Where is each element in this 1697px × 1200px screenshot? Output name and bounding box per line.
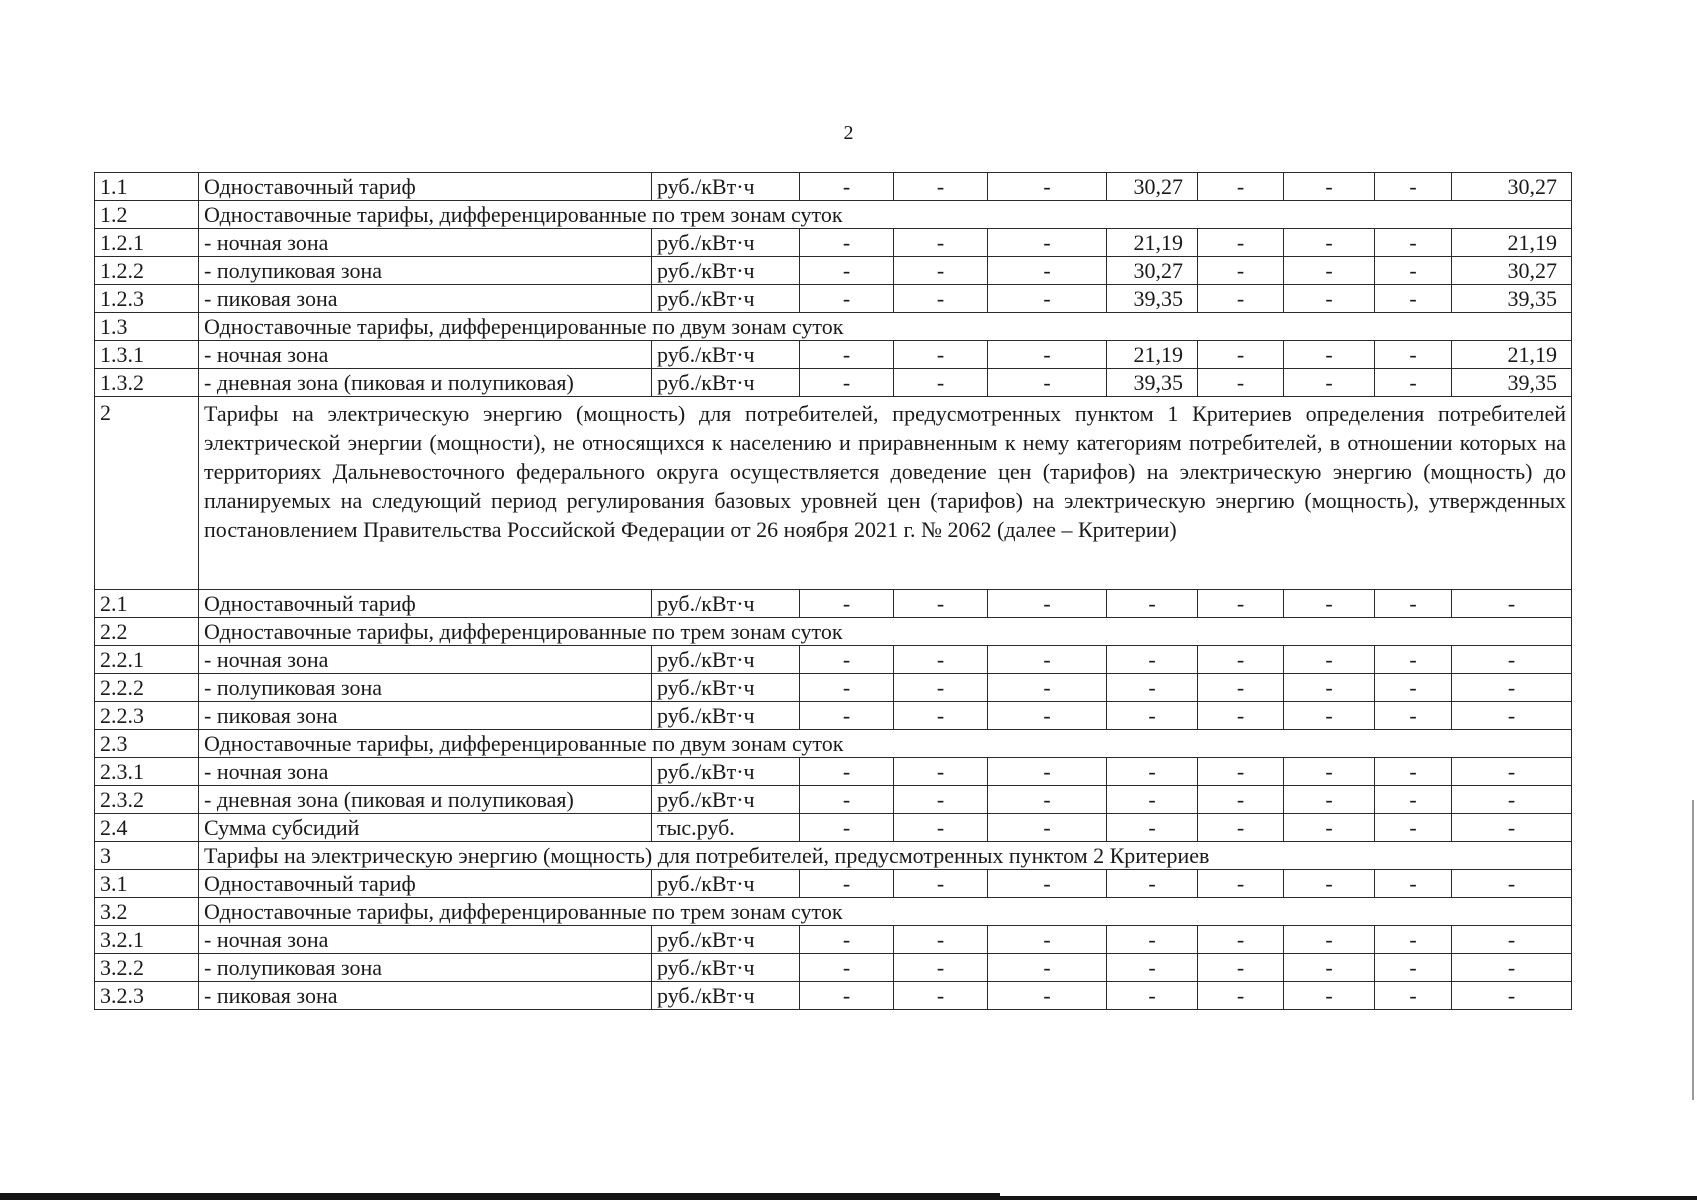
value-cell: 30,27 xyxy=(1452,257,1572,285)
row-code: 2.2.3 xyxy=(95,702,199,730)
value-cell: - xyxy=(894,814,988,842)
row-unit: руб./кВт·ч xyxy=(652,229,800,257)
row-code: 1.2 xyxy=(95,201,199,229)
row-unit: руб./кВт·ч xyxy=(652,758,800,786)
value-cell: - xyxy=(800,646,894,674)
row-label: - ночная зона xyxy=(199,926,652,954)
row-unit: руб./кВт·ч xyxy=(652,674,800,702)
table-row xyxy=(95,702,1572,730)
row-code: 1.1 xyxy=(95,173,199,201)
value-cell: - xyxy=(988,173,1107,201)
row-unit: руб./кВт·ч xyxy=(652,646,800,674)
row-code: 2.3 xyxy=(95,730,199,758)
value-cell: - xyxy=(1375,702,1452,730)
value-cell: - xyxy=(988,646,1107,674)
value-cell: - xyxy=(894,285,988,313)
table-row xyxy=(95,786,1572,814)
value-cell: - xyxy=(1284,285,1375,313)
table-row xyxy=(95,758,1572,786)
row-code: 3 xyxy=(95,842,199,870)
row-label: - дневная зона (пиковая и полупиковая) xyxy=(199,369,652,397)
row-unit: руб./кВт·ч xyxy=(652,702,800,730)
row-unit: руб./кВт·ч xyxy=(652,786,800,814)
value-cell: - xyxy=(1107,786,1198,814)
value-cell: 30,27 xyxy=(1107,257,1198,285)
value-cell: - xyxy=(1452,814,1572,842)
value-cell: - xyxy=(1284,982,1375,1010)
row-code: 1.3.1 xyxy=(95,341,199,369)
value-cell: - xyxy=(1198,674,1284,702)
value-cell: - xyxy=(1107,646,1198,674)
page-number: 2 xyxy=(843,122,854,144)
table-row xyxy=(95,926,1572,954)
value-cell: - xyxy=(800,758,894,786)
value-cell: - xyxy=(800,786,894,814)
row-code: 2.3.1 xyxy=(95,758,199,786)
value-cell: - xyxy=(1284,870,1375,898)
row-label: - ночная зона xyxy=(199,229,652,257)
value-cell: 30,27 xyxy=(1107,173,1198,201)
value-cell: - xyxy=(800,285,894,313)
value-cell: - xyxy=(800,702,894,730)
value-cell: - xyxy=(988,982,1107,1010)
value-cell: - xyxy=(1375,674,1452,702)
value-cell: - xyxy=(1452,926,1572,954)
row-label: Сумма субсидий xyxy=(199,814,652,842)
scan-edge-mark xyxy=(1692,800,1694,1100)
value-cell: - xyxy=(988,702,1107,730)
table-row xyxy=(95,898,1572,926)
value-cell: - xyxy=(988,926,1107,954)
value-cell: 39,35 xyxy=(1107,285,1198,313)
value-cell: - xyxy=(1107,926,1198,954)
table-row xyxy=(95,870,1572,898)
value-cell: - xyxy=(1198,814,1284,842)
table-row xyxy=(95,173,1572,201)
row-code: 3.2 xyxy=(95,898,199,926)
row-unit: руб./кВт·ч xyxy=(652,369,800,397)
value-cell: - xyxy=(1284,646,1375,674)
row-label: - полупиковая зона xyxy=(199,674,652,702)
row-unit: руб./кВт·ч xyxy=(652,257,800,285)
value-cell: - xyxy=(1375,926,1452,954)
value-cell: - xyxy=(1198,285,1284,313)
value-cell: - xyxy=(1284,954,1375,982)
row-code: 2.2 xyxy=(95,618,199,646)
value-cell: - xyxy=(800,369,894,397)
row-unit: тыс.руб. xyxy=(652,814,800,842)
value-cell: - xyxy=(894,341,988,369)
row-code: 3.2.3 xyxy=(95,982,199,1010)
scan-bottom-edge-right xyxy=(1000,1196,1697,1200)
value-cell: 21,19 xyxy=(1452,229,1572,257)
value-cell: 39,35 xyxy=(1452,369,1572,397)
value-cell: - xyxy=(1198,982,1284,1010)
row-code: 1.2.3 xyxy=(95,285,199,313)
value-cell: - xyxy=(1452,786,1572,814)
row-unit: руб./кВт·ч xyxy=(652,341,800,369)
value-cell: - xyxy=(894,786,988,814)
row-label: - полупиковая зона xyxy=(199,257,652,285)
value-cell: - xyxy=(1452,870,1572,898)
value-cell: - xyxy=(1452,758,1572,786)
section-heading: Тарифы на электрическую энергию (мощность) для потребителей, предусмотренных пунктом 2 Критериев xyxy=(199,842,1572,870)
table-row xyxy=(95,341,1572,369)
value-cell: - xyxy=(1198,870,1284,898)
row-label: - дневная зона (пиковая и полупиковая) xyxy=(199,786,652,814)
value-cell: - xyxy=(1284,229,1375,257)
value-cell: - xyxy=(1284,257,1375,285)
row-code: 2.2.2 xyxy=(95,674,199,702)
value-cell: - xyxy=(988,758,1107,786)
value-cell: - xyxy=(1375,758,1452,786)
row-label: - пиковая зона xyxy=(199,702,652,730)
row-unit: руб./кВт·ч xyxy=(652,870,800,898)
value-cell: - xyxy=(1107,674,1198,702)
value-cell: - xyxy=(1375,954,1452,982)
value-cell: - xyxy=(1284,814,1375,842)
value-cell: - xyxy=(988,229,1107,257)
row-unit: руб./кВт·ч xyxy=(652,173,800,201)
value-cell: - xyxy=(1375,369,1452,397)
row-code: 2.1 xyxy=(95,590,199,618)
row-label: - пиковая зона xyxy=(199,285,652,313)
value-cell: - xyxy=(1198,758,1284,786)
value-cell: - xyxy=(800,257,894,285)
value-cell: - xyxy=(800,674,894,702)
value-cell: - xyxy=(988,870,1107,898)
value-cell: - xyxy=(1198,341,1284,369)
row-code: 2.2.1 xyxy=(95,646,199,674)
row-code: 1.2.1 xyxy=(95,229,199,257)
value-cell: - xyxy=(894,954,988,982)
table-row xyxy=(95,646,1572,674)
row-code: 2 xyxy=(95,397,199,590)
value-cell: - xyxy=(1107,814,1198,842)
value-cell: - xyxy=(1375,982,1452,1010)
value-cell: - xyxy=(1198,926,1284,954)
row-label: Одноставочный тариф xyxy=(199,590,652,618)
table-row xyxy=(95,369,1572,397)
row-label: Одноставочный тариф xyxy=(199,173,652,201)
value-cell: - xyxy=(1198,173,1284,201)
row-code: 3.2.1 xyxy=(95,926,199,954)
tariff-table xyxy=(94,172,1572,1010)
value-cell: - xyxy=(800,870,894,898)
value-cell: - xyxy=(894,173,988,201)
value-cell: - xyxy=(800,954,894,982)
value-cell: 21,19 xyxy=(1452,341,1572,369)
value-cell: - xyxy=(1375,814,1452,842)
value-cell: - xyxy=(894,926,988,954)
value-cell: - xyxy=(1375,229,1452,257)
row-code: 1.3 xyxy=(95,313,199,341)
value-cell: - xyxy=(1107,954,1198,982)
section-heading: Одноставочные тарифы, дифференцированные по трем зонам суток xyxy=(199,618,1572,646)
value-cell: - xyxy=(1198,702,1284,730)
table-row xyxy=(95,674,1572,702)
row-label: Одноставочный тариф xyxy=(199,870,652,898)
value-cell: - xyxy=(988,285,1107,313)
value-cell: 39,35 xyxy=(1452,285,1572,313)
value-cell: - xyxy=(1284,341,1375,369)
value-cell: - xyxy=(1452,590,1572,618)
value-cell: - xyxy=(1375,257,1452,285)
value-cell: - xyxy=(1107,758,1198,786)
value-cell: - xyxy=(894,870,988,898)
value-cell: - xyxy=(800,982,894,1010)
table-row xyxy=(95,285,1572,313)
value-cell: - xyxy=(894,590,988,618)
row-unit: руб./кВт·ч xyxy=(652,982,800,1010)
section-heading: Одноставочные тарифы, дифференцированные по двум зонам суток xyxy=(199,730,1572,758)
value-cell: - xyxy=(988,674,1107,702)
section-heading: Одноставочные тарифы, дифференцированные по двум зонам суток xyxy=(199,313,1572,341)
value-cell: - xyxy=(988,786,1107,814)
value-cell: - xyxy=(1375,341,1452,369)
value-cell: - xyxy=(800,173,894,201)
value-cell: - xyxy=(988,369,1107,397)
section-heading: Одноставочные тарифы, дифференцированные по трем зонам суток xyxy=(199,898,1572,926)
table-row xyxy=(95,397,1572,590)
table-row xyxy=(95,982,1572,1010)
value-cell: - xyxy=(1107,870,1198,898)
value-cell: - xyxy=(1375,590,1452,618)
row-code: 1.2.2 xyxy=(95,257,199,285)
value-cell: - xyxy=(1452,674,1572,702)
value-cell: - xyxy=(1284,758,1375,786)
row-label: - полупиковая зона xyxy=(199,954,652,982)
value-cell: - xyxy=(988,257,1107,285)
value-cell: - xyxy=(894,369,988,397)
value-cell: - xyxy=(1284,590,1375,618)
row-unit: руб./кВт·ч xyxy=(652,285,800,313)
value-cell: - xyxy=(988,814,1107,842)
row-code: 3.1 xyxy=(95,870,199,898)
row-code: 2.3.2 xyxy=(95,786,199,814)
row-label: - ночная зона xyxy=(199,758,652,786)
table-row xyxy=(95,313,1572,341)
value-cell: - xyxy=(1284,674,1375,702)
value-cell: - xyxy=(1375,173,1452,201)
table-row xyxy=(95,814,1572,842)
table-row xyxy=(95,590,1572,618)
row-code: 2.4 xyxy=(95,814,199,842)
value-cell: - xyxy=(1284,926,1375,954)
row-unit: руб./кВт·ч xyxy=(652,590,800,618)
value-cell: - xyxy=(894,674,988,702)
value-cell: - xyxy=(988,590,1107,618)
value-cell: - xyxy=(800,814,894,842)
value-cell: - xyxy=(988,341,1107,369)
value-cell: - xyxy=(1198,369,1284,397)
value-cell: - xyxy=(1375,786,1452,814)
value-cell: - xyxy=(1107,702,1198,730)
value-cell: - xyxy=(1375,285,1452,313)
row-label: - ночная зона xyxy=(199,341,652,369)
value-cell: 30,27 xyxy=(1452,173,1572,201)
value-cell: 21,19 xyxy=(1107,341,1198,369)
value-cell: - xyxy=(894,758,988,786)
value-cell: - xyxy=(1107,590,1198,618)
value-cell: - xyxy=(800,926,894,954)
value-cell: - xyxy=(1452,982,1572,1010)
value-cell: - xyxy=(1198,646,1284,674)
value-cell: - xyxy=(988,954,1107,982)
value-cell: 21,19 xyxy=(1107,229,1198,257)
value-cell: - xyxy=(1452,646,1572,674)
value-cell: - xyxy=(1284,786,1375,814)
value-cell: - xyxy=(894,646,988,674)
value-cell: - xyxy=(800,341,894,369)
value-cell: - xyxy=(1284,369,1375,397)
section-heading: Тарифы на электрическую энергию (мощность) для потребителей, предусмотренных пунктом 1 Критериев определения потребителей электрической энергии (мощности), не относящихся к населению и приравненным к нему категориям потребителей, в отношении которых на территориях Дальневосточного федерального округа осуществляется доведение цен (тарифов) на электрическую энергию (мощность) до планируемых на следующий период регулирования базовых уровней цен (тарифов) на электрическую энергию (мощность), утвержденных постановлением Правительства Российской Федерации от 26 ноября 2021 г. № 2062 (далее – Критерии) xyxy=(199,397,1572,590)
row-label: - ночная зона xyxy=(199,646,652,674)
value-cell: - xyxy=(1375,870,1452,898)
value-cell: - xyxy=(1198,590,1284,618)
value-cell: - xyxy=(1452,954,1572,982)
row-label: - пиковая зона xyxy=(199,982,652,1010)
value-cell: - xyxy=(800,590,894,618)
row-code: 3.2.2 xyxy=(95,954,199,982)
table-row xyxy=(95,257,1572,285)
row-unit: руб./кВт·ч xyxy=(652,954,800,982)
table-row xyxy=(95,618,1572,646)
value-cell: - xyxy=(894,702,988,730)
value-cell: - xyxy=(1198,229,1284,257)
row-unit: руб./кВт·ч xyxy=(652,926,800,954)
table-row xyxy=(95,954,1572,982)
value-cell: - xyxy=(1198,954,1284,982)
table-row xyxy=(95,730,1572,758)
value-cell: 39,35 xyxy=(1107,369,1198,397)
row-code: 1.3.2 xyxy=(95,369,199,397)
value-cell: - xyxy=(894,229,988,257)
table-row xyxy=(95,201,1572,229)
value-cell: - xyxy=(894,257,988,285)
value-cell: - xyxy=(1452,702,1572,730)
value-cell: - xyxy=(894,982,988,1010)
value-cell: - xyxy=(1198,786,1284,814)
value-cell: - xyxy=(1107,982,1198,1010)
value-cell: - xyxy=(1284,702,1375,730)
section-heading: Одноставочные тарифы, дифференцированные по трем зонам суток xyxy=(199,201,1572,229)
value-cell: - xyxy=(1375,646,1452,674)
table-row xyxy=(95,842,1572,870)
table-row xyxy=(95,229,1572,257)
value-cell: - xyxy=(1284,173,1375,201)
value-cell: - xyxy=(1198,257,1284,285)
scan-bottom-edge xyxy=(0,1193,1000,1200)
value-cell: - xyxy=(800,229,894,257)
